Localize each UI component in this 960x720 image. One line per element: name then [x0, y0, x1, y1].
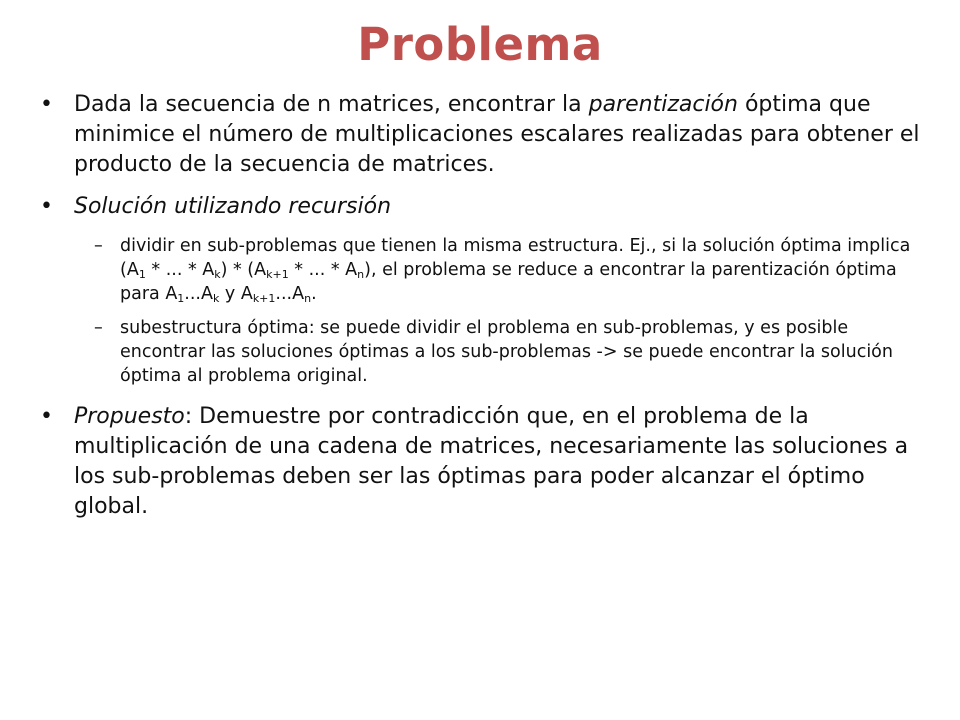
sub-text: * ... * A	[145, 260, 215, 280]
subbullet-substructure	[40, 316, 920, 388]
sub-text: ) * (A	[220, 260, 267, 280]
bullet-proposed-text: : Demuestre por contradicción que, en el problema de la multiplicación de una cadena de matrices, necesariamente las soluciones a los sub-problemas deben ser las óptimas para poder alcanzar el óptimo global.	[74, 404, 909, 519]
subscript: k	[214, 268, 221, 281]
bullet-definition	[40, 90, 920, 180]
subbullet-divide	[40, 234, 920, 306]
sub-text: ), el problema se reduce a encontrar la parentización óptima para A	[120, 260, 897, 304]
slide-title: Problema	[357, 18, 603, 71]
sub-text: y A	[219, 284, 253, 304]
bullet-definition-italic: parentización	[588, 92, 738, 117]
sub-text: ...A	[275, 284, 305, 304]
dash-marker: –	[94, 318, 103, 338]
bullet-proposed-italic: Propuesto	[74, 404, 185, 429]
bullet-marker: •	[40, 92, 53, 117]
subscript: k+1	[266, 268, 289, 281]
subscript: k	[212, 292, 220, 305]
subscript: 1	[138, 268, 146, 281]
subscript: n	[304, 292, 312, 305]
subscript: n	[357, 268, 365, 281]
bullet-marker: •	[40, 404, 53, 429]
subscript: k+1	[252, 292, 276, 305]
bullet-marker: •	[40, 194, 53, 219]
slide-content	[40, 90, 920, 534]
bullet-recursion-text: Solución utilizando recursión	[74, 194, 392, 219]
bullet-definition-text: Dada la secuencia de n matrices, encontrar la	[74, 92, 589, 117]
subbullet-substructure-text: subestructura óptima: se puede dividir el problema en sub-problemas, y es posible encontrar las soluciones óptimas a los sub-problemas -> se puede encontrar la solución óptima al problema original.	[120, 318, 893, 386]
sub-text: * ... * A	[288, 260, 358, 280]
subscript: 1	[177, 292, 185, 305]
sub-text: dividir en sub-problemas que tienen la misma estructura. Ej., si la solución óptima implica (A	[120, 236, 911, 280]
bullet-proposed	[40, 402, 920, 522]
dash-marker: –	[94, 236, 103, 256]
bullet-recursion	[40, 192, 920, 222]
bullet-definition-text-end: óptima que minimice el número de multiplicaciones escalares realizadas para obtener el producto de la secuencia de matrices.	[74, 92, 920, 177]
sub-text: .	[311, 284, 317, 304]
sub-text: ...A	[184, 284, 213, 304]
